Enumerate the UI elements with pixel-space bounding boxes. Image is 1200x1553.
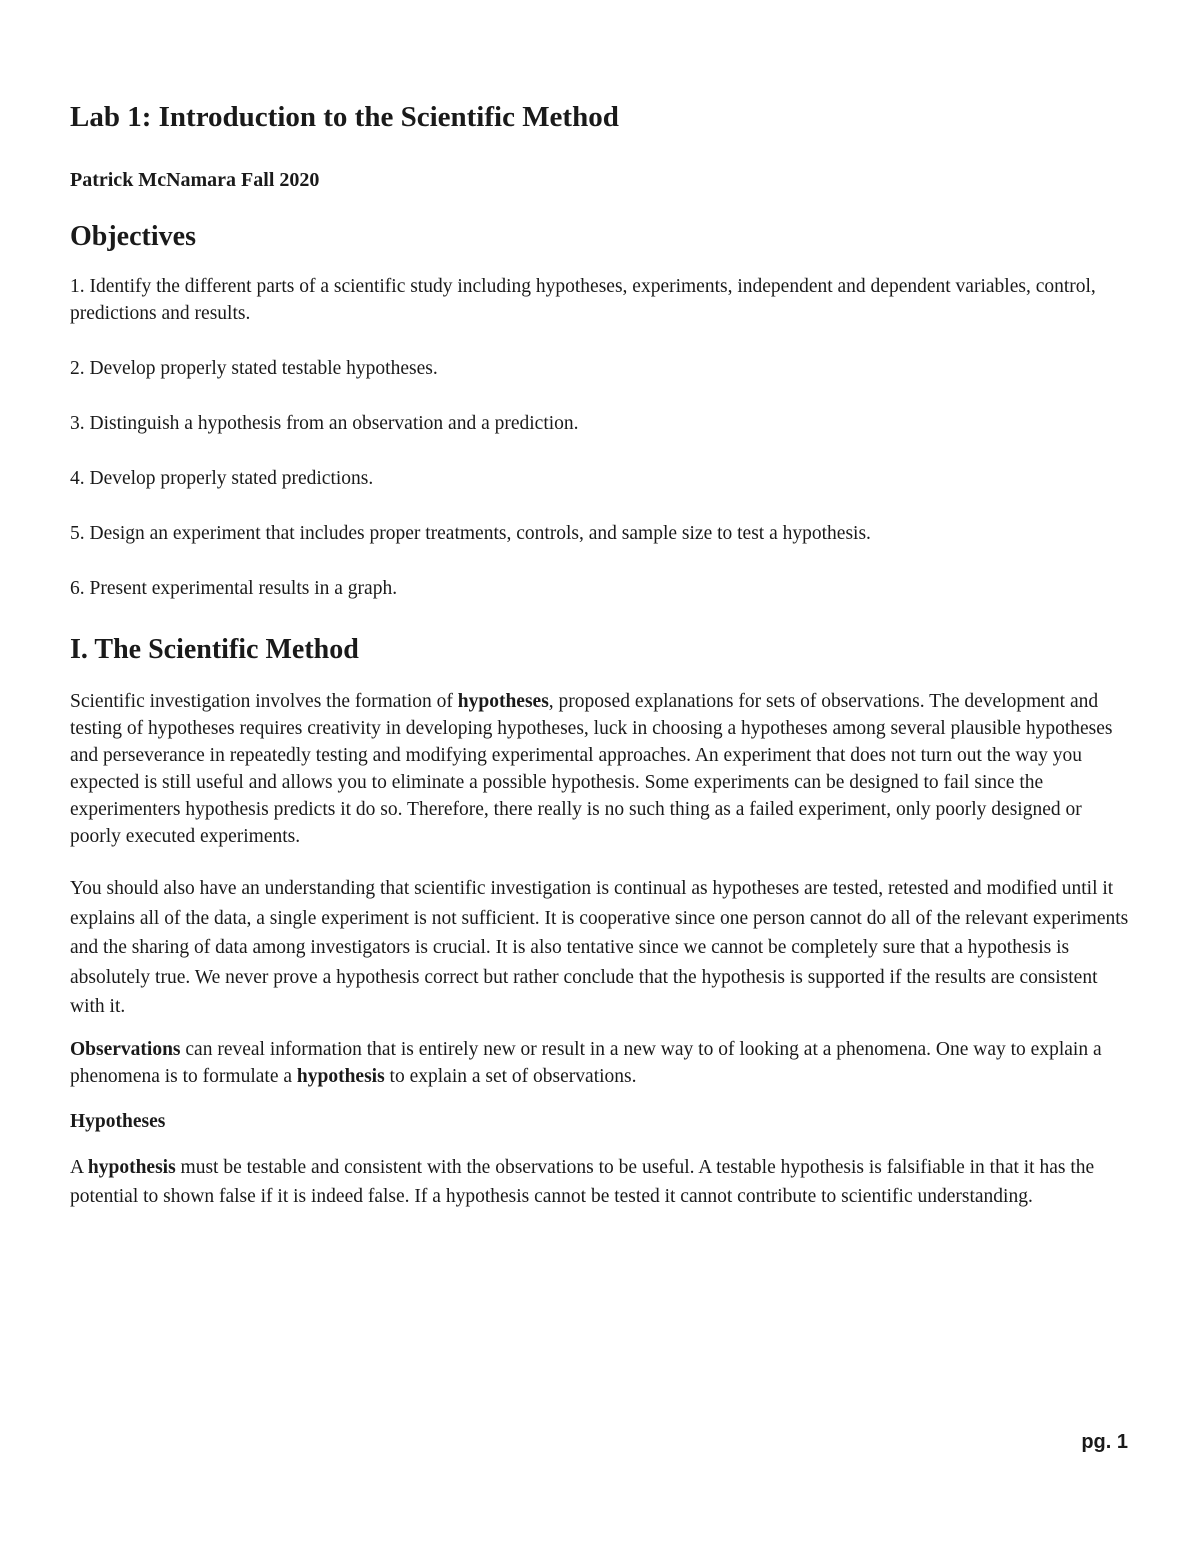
- objective-item: 3. Distinguish a hypothesis from an observation and a prediction.: [70, 413, 579, 434]
- objective-item: 5. Design an experiment that includes proper treatments, controls, and sample size to test a hypothesis.: [70, 523, 871, 544]
- paragraph-text: Scientific investigation involves the formation of: [70, 691, 458, 712]
- objective-item: 6. Present experimental results in a graph.: [70, 578, 398, 599]
- term-hypothesis: hypothesis: [87, 1156, 176, 1178]
- section-heading: I. The Scientific Method: [70, 634, 359, 665]
- intro-paragraph: [70, 688, 1130, 850]
- objective-item: 2. Develop properly stated testable hypotheses.: [70, 358, 438, 379]
- term-hypothesis: hypothesis: [296, 1065, 385, 1087]
- term-hypotheses: hypotheses: [457, 691, 549, 712]
- continual-paragraph: You should also have an understanding that scientific investigation is continual as hypotheses are tested, retested and modified until it explains all of the data, a single experiment is not sufficient. It is cooperative since one person cannot do all of the relevant experiments and the sharing of data among investigators is crucial. It is also tentative since we cannot be completely sure that a hypothesis is absolutely true. We never prove a hypothesis correct but rather conclude that the hypothesis is supported if the results are consistent with it.: [70, 878, 1129, 1017]
- objectives-list: [70, 273, 1130, 602]
- paragraph-text: can reveal information that is entirely new or result in a new way to of looking at a phenomena. One way to explain a phenomena is to formulate a: [70, 1038, 1102, 1087]
- paragraph-text: A: [70, 1156, 88, 1178]
- objective-item: 4. Develop properly stated predictions.: [70, 468, 374, 489]
- objective-item: 1. Identify the different parts of a scientific study including hypotheses, experiments, independent and dependent variables, control, predictions and results.: [70, 276, 1096, 324]
- term-observations: Observations: [70, 1038, 181, 1060]
- observations-paragraph: [70, 1036, 1130, 1090]
- objectives-heading: Objectives: [70, 221, 196, 252]
- paragraph-text: to explain a set of observations.: [384, 1065, 637, 1087]
- paragraph-text: must be testable and consistent with the observations to be useful. A testable hypothesis is falsifiable in that it has the potential to shown false if it is indeed false. If a hypothesis cannot be tested it cannot contribute to scientific understanding.: [70, 1156, 1095, 1207]
- page-content: [70, 98, 1130, 1211]
- hypothesis-paragraph: [70, 1153, 1130, 1211]
- paragraph-text: , proposed explanations for sets of observations. The development and testing of hypotheses requires creativity in developing hypotheses, luck in choosing a hypotheses among several plausible hypotheses and perseverance in repeatedly testing and modifying experimental approaches. An experiment that does not turn out the way you expected is still useful and allows you to eliminate a possible hypothesis. Some experiments can be designed to fail since the experimenters hypothesis predicts it do so. Therefore, there really is no such thing as a failed experiment, only poorly designed or poorly executed experiments.: [70, 691, 1113, 847]
- page-title: Lab 1: Introduction to the Scientific Method: [70, 101, 619, 133]
- page-number: pg. 1: [1081, 1431, 1128, 1453]
- author-line: Patrick McNamara Fall 2020: [70, 169, 320, 191]
- hypotheses-subheading: Hypotheses: [70, 1110, 166, 1132]
